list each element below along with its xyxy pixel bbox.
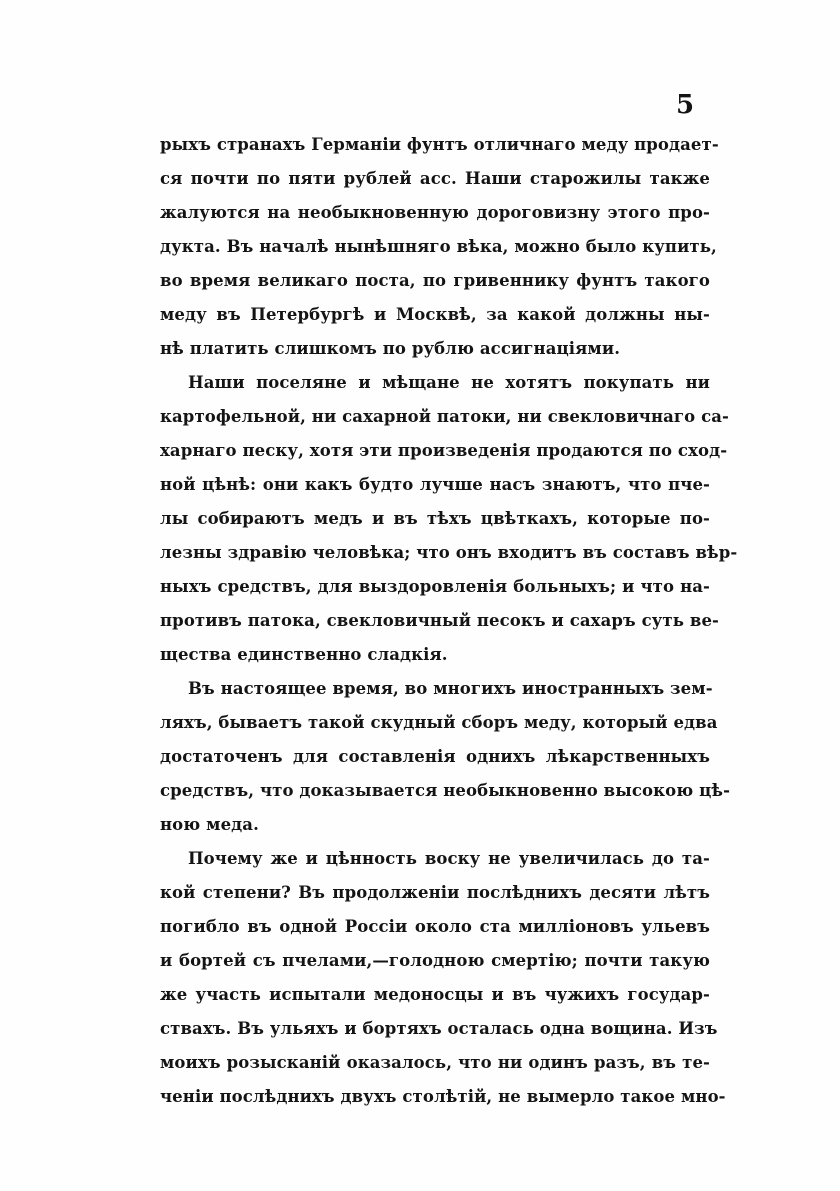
text-line: ся почти по пяти рублей асс. Наши старожилы также <box>160 169 710 188</box>
text-line: ляхъ, бываетъ такой скудный сборъ меду, который едва <box>160 713 718 732</box>
text-line: меду въ Петербургѣ и Москвѣ, за какой должны ны- <box>160 305 710 324</box>
text-line: дукта. Въ началѣ нынѣшняго вѣка, можно было купить, <box>160 237 717 256</box>
text-line: во время великаго поста, по гривеннику фунтъ такого <box>160 271 710 290</box>
text-line: Въ настоящее время, во многихъ иностранныхъ зем- <box>188 679 713 698</box>
text-line: жалуются на необыкновенную дороговизну этого про- <box>160 203 710 222</box>
paragraph <box>160 366 738 672</box>
text-line: харнаго песку, хотя эти произведенія продаются по сход- <box>160 441 728 460</box>
text-line: щества единственно сладкія. <box>160 645 448 664</box>
text-line: ной цѣнѣ: они какъ будто лучше насъ знаютъ, что пче- <box>160 475 710 494</box>
text-line: и бортей съ пчелами,—голодною смертію; почти такую <box>160 951 710 970</box>
text-line: лы собираютъ медъ и въ тѣхъ цвѣткахъ, которые по- <box>160 509 710 528</box>
text-line: кой степени? Въ продолженіи послѣднихъ десяти лѣтъ <box>160 883 710 902</box>
text-line: ныхъ средствъ, для выздоровленія больныхъ; и что на- <box>160 577 710 596</box>
text-line: Наши поселяне и мѣщане не хотятъ покупать ни <box>188 373 710 392</box>
text-line: средствъ, что доказывается необыкновенно высокою цѣ- <box>160 781 731 800</box>
paragraph <box>160 672 731 842</box>
text-line: ствахъ. Въ ульяхъ и бортяхъ осталась одна вощина. Изъ <box>160 1019 718 1038</box>
paragraph <box>160 128 719 366</box>
body-text <box>160 128 738 1114</box>
text-line: Почему же и цѣнность воску не увеличилась до та- <box>188 849 710 868</box>
page-number: 5 <box>676 90 695 120</box>
paragraph <box>160 842 726 1114</box>
text-line: моихъ розысканій оказалось, что ни одинъ разъ, въ те- <box>160 1053 710 1072</box>
text-line: лезны здравію человѣка; что онъ входитъ въ составъ вѣр- <box>160 543 738 562</box>
text-line: ченіи послѣднихъ двухъ столѣтій, не вымерло такое мно- <box>160 1087 726 1106</box>
text-line: достаточенъ для составленія однихъ лѣкарственныхъ <box>160 747 710 766</box>
text-line: картофельной, ни сахарной патоки, ни свекловичнаго са- <box>160 407 729 426</box>
text-line: рыхъ странахъ Германіи фунтъ отличнаго меду продает- <box>160 135 719 154</box>
text-line: ною меда. <box>160 815 259 834</box>
text-line: же участь испытали медоносцы и въ чужихъ государ- <box>160 985 710 1004</box>
text-line: противъ патока, свекловичный песокъ и сахаръ суть ве- <box>160 611 720 630</box>
text-line: нѣ платить слишкомъ по рублю ассигнаціями. <box>160 339 621 358</box>
text-line: погибло въ одной Россіи около ста милліоновъ ульевъ <box>160 917 710 936</box>
